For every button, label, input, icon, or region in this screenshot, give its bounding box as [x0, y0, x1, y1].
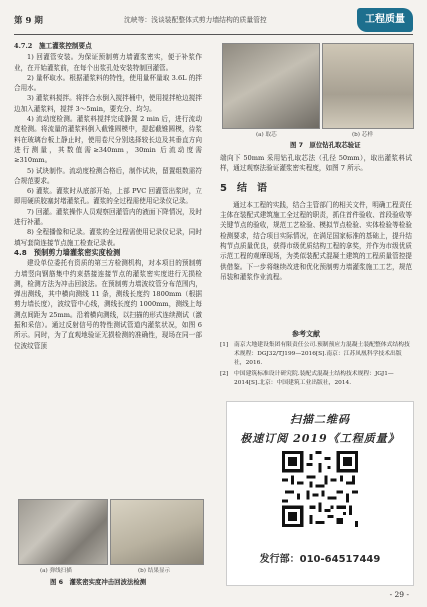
hotline-text: 发行部：010-64517449	[259, 554, 381, 565]
qr-code-icon[interactable]	[282, 451, 358, 527]
figure-7-caption: 图 7 原位钻孔取芯验证	[290, 141, 361, 149]
right-column	[220, 153, 412, 282]
figure-7a-label: (a) 取芯	[256, 132, 277, 138]
conclusion-heading: 5 结 语	[220, 182, 267, 194]
paragraph: 8) 全程播像和记录。灌浆的全过程需使用记录仪记录，同时填写套筒连接节点施工检查记录表。	[14, 228, 202, 247]
figure-6a-photo	[18, 499, 108, 565]
figure-6-caption: 图 6 灌浆密实度冲击回波法检测	[50, 578, 147, 586]
reference-item	[220, 370, 412, 388]
paragraph: 1) 回灌管安装。为保证预制剪力墙灌浆密实，便于补浆作业，在开始灌浆前，在每个出浆孔处安装特制回灌管。	[14, 53, 202, 72]
promo-line-1: 扫描二维码	[290, 413, 350, 426]
paragraph: 2) 量杯取水。根据灌浆料的特性，使用量杯量取 3.6L 的拌合用水。	[14, 73, 202, 93]
header-rule	[14, 34, 413, 35]
references-heading: 参考文献	[292, 329, 320, 338]
figure-6b-label: (b) 结果显示	[138, 568, 171, 574]
paragraph: 6) 灌浆。灌浆时从底部开始，上部 PVC 回灌管出浆时，立即用硬质胶塞封堵灌浆孔。灌浆的全过程需使用记录仪记录。	[14, 187, 202, 206]
paragraph: 端向下 50mm 采用钻孔取芯法（孔径 50mm），取出灌浆料试样，通过观察法验证灌浆密实程度，如图 7 所示。	[220, 154, 412, 173]
paragraph: 通过本工程的实践，结合主管部门的相关文件，明确工程责任主体在装配式建筑施工全过程的职责，抓住首件验收、首段验收等关键节点的验收，规范工艺检验、模拟节点检验、实体检验等检验检测要求，结合项目实际情况，在满足国家标准的基础上，提升结构节点质量优良，获得市级优质结构工程的拿奖，并作为市级优质示范工程的观摩现场，为类似装配式混凝土建筑的工程质量管控提供借鉴。下一步将继续改进和优化预制剪力墙灌浆施工工艺，规范吊装和灌浆作业流程。	[220, 200, 412, 281]
paragraph: 3) 灌浆料搅拌。将拌合水倒入搅拌桶中，使用搅拌枪边搅拌边加入灌浆料，搅拌 3～5min，要充分、均匀。	[14, 94, 202, 113]
figure-7b-label: (b) 芯样	[352, 132, 373, 138]
figure-7a-photo	[222, 43, 320, 129]
paragraph: 4) 流动度检测。灌浆料搅拌完成静置 2 min 后，进行流动度检测。将流量的灌浆料倒入截锥圆模中，提起截锥圆模，待浆料在玻璃台板上静止时，使用卷尺分别选择较长边及其垂直方向进行测量，其数值需≥340mm，30min 后流动度需≥310mm。	[14, 115, 202, 165]
page-header	[14, 8, 413, 34]
reference-number: [1]	[220, 342, 229, 348]
reference-text: 中国建筑标准设计研究院.装配式混凝土结构技术规程：JGJ1—2014[S].北京：中国建筑工业出版社，2014.	[234, 371, 394, 387]
promo-line-2: 极速订阅 2019《工程质量》	[240, 432, 400, 445]
paragraph: 5) 试块制作。流动度检测合格后，制作试块，留置组数需符合规范要求。	[14, 166, 202, 185]
issue-number: 第 9 期	[14, 16, 43, 26]
reference-number: [2]	[220, 371, 229, 377]
subsection-heading: 4.7.2 施工灌浆控制要点	[14, 42, 92, 50]
journal-logo: 工程质量	[357, 8, 413, 32]
page-number: - 29 -	[389, 590, 409, 599]
reference-text: 南京大地建设集团有限责任公司.预制预应力混凝土装配整体式结构技术规程：DGJ32/TJ199—2016[S].南京：江苏凤凰科学技术出版社，2016.	[234, 342, 410, 367]
reference-item	[220, 341, 412, 369]
subscription-promo	[226, 401, 414, 586]
section-heading: 4.8 预制剪力墙灌浆密实度检测	[14, 247, 121, 257]
figure-6b-photo	[110, 499, 204, 565]
figure-7b-photo	[322, 43, 414, 129]
figure-6a-label: (a) 弹线扫描	[40, 568, 72, 574]
paragraph: 建设单位委托有资质的第三方检测机构，对本项目的预制剪力墙竖向钢筋集中约束搭接连接节点的灌浆密实度进行无损检测，检测方法为冲击回波法。在预制剪力墙波纹管分布范围内，弹出测线，其中横向测线 11 条，测线长度约 1800mm（根据剪力墙长度），波纹管中心线，测线长度约 1000mm，测线上每测点间距为 25mm。沿着横向测线，以扫描的形式连续测试（激振和采信）。通过反射信号的特性测试管道内灌浆状况，如图 6 所示。同时，为了直观地验证无损检测的准确性，现场在同一部位波纹管顶	[14, 259, 202, 350]
running-title: 沈峡等：浅谈装配整体式剪力墙结构的质量管控	[124, 16, 267, 24]
paragraph: 7) 回灌。灌浆操作人员观察回灌管内的液面下降情况，及时进行补灌。	[14, 207, 202, 227]
left-column	[14, 41, 202, 351]
